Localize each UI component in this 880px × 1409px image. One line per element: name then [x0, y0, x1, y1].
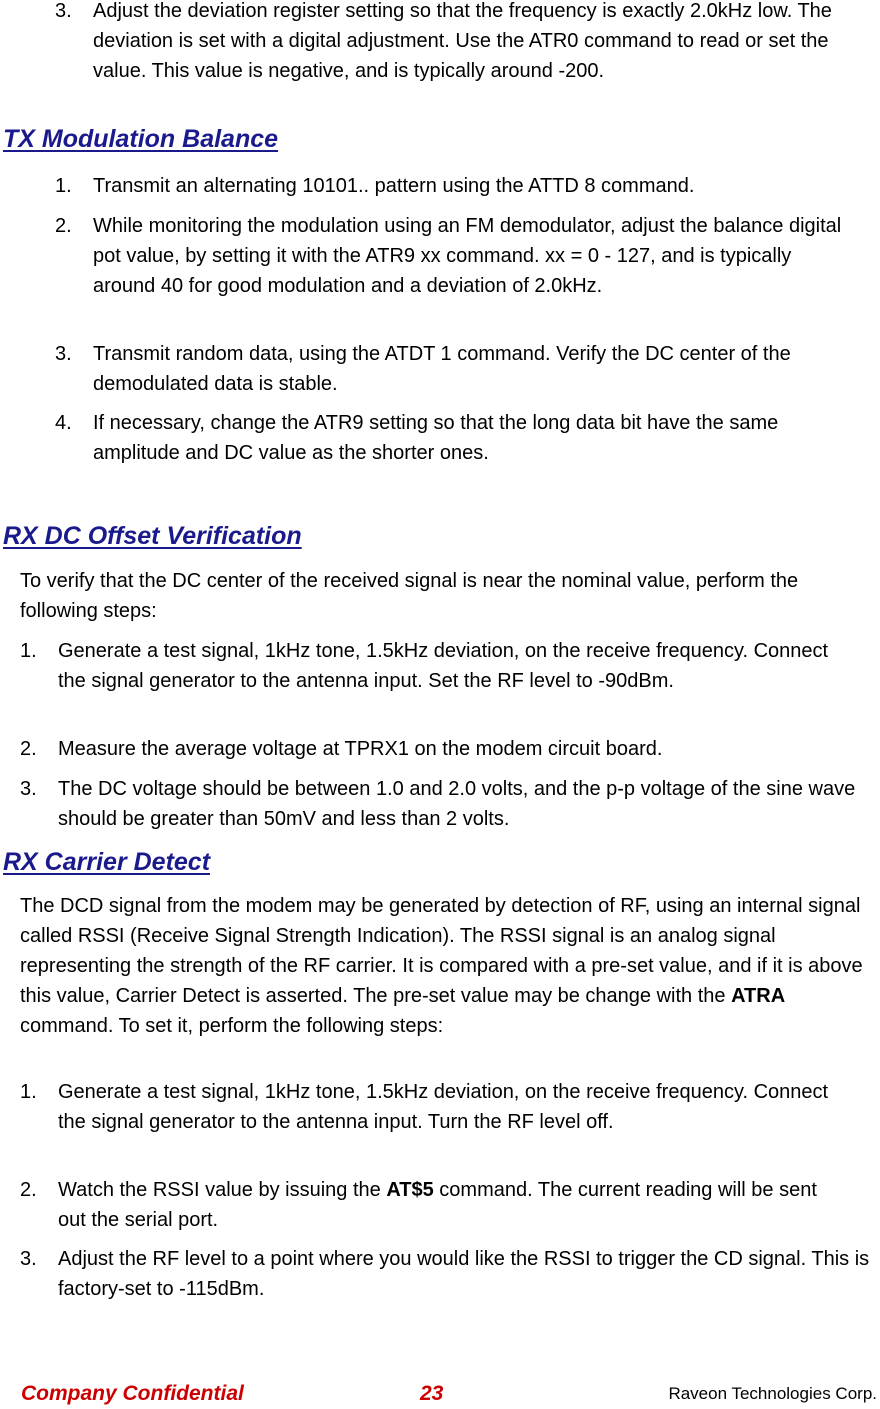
step-number: 3.	[55, 343, 72, 365]
step-number: 4.	[55, 412, 72, 434]
footer-company: Raveon Technologies Corp.	[668, 1384, 877, 1403]
step-text-after: command. The current reading will be sent out the serial port.	[58, 1179, 817, 1231]
step-number: 2.	[20, 1179, 37, 1201]
step-number: 3.	[20, 778, 37, 800]
step-text: Measure the average voltage at TPRX1 on the modem circuit board.	[58, 738, 663, 760]
heading-tx-modulation-balance: TX Modulation Balance	[3, 125, 279, 153]
step-number: 3.	[20, 1248, 37, 1270]
rx-dc-intro: To verify that the DC center of the received signal is near the nominal value, perform the following steps:	[20, 570, 799, 622]
step-text: Adjust the deviation register setting so that the frequency is exactly 2.0kHz low. The deviation is set with a digital adjustment. Use the ATR0 command to read or set the value. This value is negative, and is typically around -200.	[93, 0, 832, 82]
step-number: 2.	[20, 738, 37, 760]
step-text: Generate a test signal, 1kHz tone, 1.5kHz deviation, on the receive frequency. Connect the signal generator to the antenna input. Turn the RF level off.	[58, 1081, 829, 1133]
step-number: 1.	[20, 640, 37, 662]
intro-text-before: The DCD signal from the modem may be generated by detection of RF, using an internal signal called RSSI (Receive Signal Strength Indication). The RSSI signal is an analog signal representing the strength of the RF carrier. It is compared with a pre-set value, and if it is above this value, Carrier Detect is asserted. The pre-set value may be change with the	[20, 895, 863, 1007]
step-text: Adjust the RF level to a point where you would like the RSSI to trigger the CD signal. This is factory-set to -115dBm.	[58, 1248, 870, 1300]
page-number: 23	[420, 1382, 444, 1405]
footer-confidential: Company Confidential	[21, 1382, 244, 1405]
atra-command: ATRA	[731, 985, 786, 1007]
step-text: Transmit random data, using the ATDT 1 command. Verify the DC center of the demodulated data is stable.	[93, 343, 791, 395]
step-number: 1.	[55, 175, 72, 197]
step-text	[58, 1175, 818, 1235]
step-text: Transmit an alternating 10101.. pattern using the ATTD 8 command.	[93, 175, 695, 197]
step-number: 1.	[20, 1081, 37, 1103]
intro-text-after: command. To set it, perform the following steps:	[20, 1015, 444, 1037]
step-text-before: Watch the RSSI value by issuing the	[58, 1179, 387, 1201]
step-number: 3.	[55, 0, 72, 22]
step-number: 2.	[55, 215, 72, 237]
rx-cd-intro	[20, 891, 880, 1041]
step-text: Generate a test signal, 1kHz tone, 1.5kHz deviation, on the receive frequency. Connect the signal generator to the antenna input. Set the RF level to -90dBm.	[58, 640, 829, 692]
step-text: The DC voltage should be between 1.0 and 2.0 volts, and the p-p voltage of the sine wave should be greater than 50mV and less than 2 volts.	[58, 778, 856, 830]
at5-command: AT$5	[386, 1179, 434, 1201]
step-text: If necessary, change the ATR9 setting so that the long data bit have the same amplitude and DC value as the shorter ones.	[93, 412, 779, 464]
heading-rx-carrier-detect: RX Carrier Detect	[3, 848, 211, 876]
step-text: While monitoring the modulation using an FM demodulator, adjust the balance digital pot value, by setting it with the ATR9 xx command. xx = 0 - 127, and is typically around 40 for good modulation and a deviation of 2.0kHz.	[93, 215, 842, 297]
heading-rx-dc-offset-verification: RX DC Offset Verification	[3, 522, 302, 550]
page-footer	[0, 1379, 880, 1409]
